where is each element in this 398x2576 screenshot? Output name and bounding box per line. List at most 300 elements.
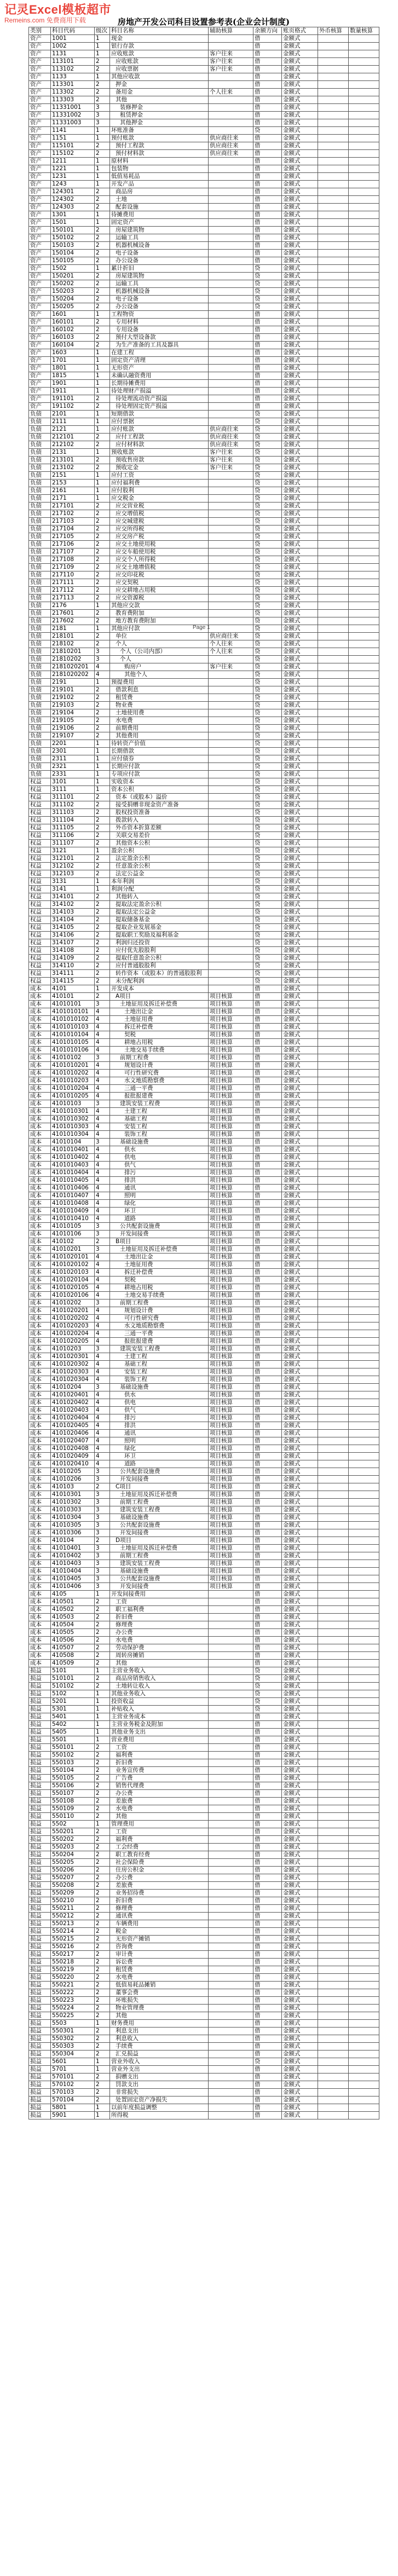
table-cell [318, 648, 349, 656]
table-cell [209, 188, 253, 196]
table-cell: 成本 [29, 1338, 51, 1345]
table-row [29, 1215, 379, 1223]
table-cell: 借 [253, 234, 282, 242]
table-cell: 供应商往来 [209, 426, 253, 434]
table-cell: 贷 [253, 411, 282, 418]
table-cell: 1 [95, 771, 110, 778]
table-cell: 项目核算 [209, 1100, 253, 1108]
table-cell: 应付材料款 [110, 441, 209, 449]
table-cell: 权益 [29, 909, 51, 916]
table-cell: 4 [95, 1391, 110, 1399]
table-cell [209, 2012, 253, 2020]
table-cell: 金额式 [282, 510, 318, 518]
table-cell [318, 73, 349, 81]
table-cell: 2 [95, 1997, 110, 2005]
table-cell: 损益 [29, 1905, 51, 1913]
table-cell: 217102 [51, 510, 95, 518]
table-cell [318, 1522, 349, 1529]
table-row [29, 1836, 379, 1844]
table-cell: 贷 [253, 970, 282, 978]
table-cell: 其他 [110, 96, 209, 104]
table-cell: 负债 [29, 679, 51, 686]
table-cell: 金额式 [282, 955, 318, 962]
table-cell [318, 1775, 349, 1782]
table-cell: 金额式 [282, 571, 318, 579]
table-cell: 贷 [253, 265, 282, 273]
table-cell: 贷 [253, 418, 282, 426]
table-row [29, 771, 379, 778]
table-cell: 贷 [253, 886, 282, 893]
table-cell: 410501 [51, 1598, 95, 1606]
table-cell: 金额式 [282, 1537, 318, 1545]
table-cell [349, 1966, 379, 1974]
table-cell: 成本 [29, 1330, 51, 1338]
table-cell: 1 [95, 2112, 110, 2119]
table-cell: 2 [95, 58, 110, 66]
table-cell: 217107 [51, 548, 95, 556]
table-cell: 150202 [51, 280, 95, 288]
table-cell: 借 [253, 1407, 282, 1414]
table-cell: 成本 [29, 1054, 51, 1062]
table-cell [349, 250, 379, 257]
table-cell: 权益 [29, 932, 51, 939]
table-cell [209, 487, 253, 495]
table-cell: 314104 [51, 916, 95, 924]
table-cell: 1 [95, 1591, 110, 1598]
table-cell [318, 1307, 349, 1315]
table-cell: 转作资本（或股本）的普通股股利 [110, 970, 209, 978]
table-cell: 1 [95, 449, 110, 457]
table-cell: 办公设备 [110, 257, 209, 265]
table-row [29, 219, 379, 227]
table-cell [318, 334, 349, 342]
table-cell [318, 1146, 349, 1154]
table-cell: 项目核算 [209, 1177, 253, 1185]
table-cell [349, 1430, 379, 1437]
table-cell [318, 1637, 349, 1644]
table-row [29, 1353, 379, 1361]
table-cell [349, 510, 379, 518]
table-row [29, 863, 379, 870]
table-cell: 金额式 [282, 1683, 318, 1690]
table-cell [209, 2066, 253, 2073]
table-cell [349, 2058, 379, 2066]
table-cell [318, 495, 349, 503]
table-cell: 217112 [51, 587, 95, 594]
table-cell: 金额式 [282, 372, 318, 380]
table-cell: 前期工程费 [110, 1499, 209, 1506]
table-cell: 开发间接费 [110, 1476, 209, 1483]
table-row [29, 1039, 379, 1047]
table-cell: 金额式 [282, 901, 318, 909]
table-cell: 借 [253, 1621, 282, 1629]
table-cell: 损益 [29, 1943, 51, 1951]
table-cell [318, 1506, 349, 1514]
table-cell: 装饰工程 [110, 1376, 209, 1384]
table-cell [318, 962, 349, 970]
spreadsheet [28, 17, 379, 2119]
table-cell: 4101010203 [51, 1077, 95, 1085]
table-cell: 损益 [29, 1729, 51, 1736]
table-cell: 2 [95, 326, 110, 334]
table-cell: 金额式 [282, 1001, 318, 1008]
table-row [29, 257, 379, 265]
table-cell: 金额式 [282, 1223, 318, 1231]
table-cell [209, 1713, 253, 1721]
table-cell: 217106 [51, 541, 95, 548]
table-cell [318, 380, 349, 388]
table-cell [318, 709, 349, 717]
table-cell: 成本 [29, 1246, 51, 1254]
table-cell: 1 [95, 740, 110, 748]
table-cell: 借 [253, 1890, 282, 1897]
table-row [29, 311, 379, 319]
table-cell: 550222 [51, 1989, 95, 1997]
table-cell: 113102 [51, 66, 95, 73]
table-row [29, 1637, 379, 1644]
table-cell: 损益 [29, 1767, 51, 1775]
table-row [29, 2081, 379, 2089]
table-row [29, 2028, 379, 2035]
table-cell [349, 1330, 379, 1338]
table-cell: 耕地占用税 [110, 1284, 209, 1292]
table-cell [318, 1284, 349, 1292]
table-cell [209, 955, 253, 962]
table-row [29, 1139, 379, 1146]
table-cell: 教育费附加 [110, 610, 209, 617]
table-cell [318, 1407, 349, 1414]
table-row [29, 388, 379, 395]
table-cell: 成本 [29, 1292, 51, 1299]
table-cell: 捐赠支出 [110, 2073, 209, 2081]
table-cell: 借 [253, 1139, 282, 1146]
table-cell: 金额式 [282, 165, 318, 173]
table-row [29, 265, 379, 273]
table-cell: 借 [253, 1154, 282, 1162]
table-cell: 贷 [253, 602, 282, 610]
table-cell: 11331002 [51, 112, 95, 119]
table-cell: 项目核算 [209, 1384, 253, 1391]
table-cell [318, 763, 349, 771]
table-cell [209, 1920, 253, 1928]
table-cell: 借 [253, 1223, 282, 1231]
table-cell: 4 [95, 1254, 110, 1261]
table-cell: 贷 [253, 541, 282, 548]
table-cell: 2 [95, 947, 110, 955]
table-cell: 4101010407 [51, 1192, 95, 1200]
table-cell: 负债 [29, 587, 51, 594]
table-cell: 成本 [29, 1652, 51, 1660]
table-cell: 排污 [110, 1414, 209, 1422]
table-cell: 4 [95, 1407, 110, 1414]
table-cell: 应交增值税 [110, 510, 209, 518]
table-cell [349, 1568, 379, 1575]
table-cell: 其他应付款 [110, 625, 209, 633]
table-cell [318, 1269, 349, 1277]
table-cell: 191102 [51, 403, 95, 411]
table-cell [349, 1139, 379, 1146]
table-cell: 损益 [29, 1882, 51, 1890]
table-cell [349, 1277, 379, 1284]
table-cell: 2 [95, 916, 110, 924]
table-cell: 借 [253, 1491, 282, 1499]
table-cell: 负债 [29, 472, 51, 480]
table-cell: 212101 [51, 434, 95, 441]
table-cell: 股权投资准备 [110, 809, 209, 817]
table-cell [318, 1162, 349, 1169]
table-cell: 应交城建税 [110, 518, 209, 525]
table-cell [349, 1123, 379, 1131]
table-cell [318, 1675, 349, 1683]
table-cell [209, 1629, 253, 1637]
table-cell [318, 104, 349, 112]
table-cell: 借 [253, 1851, 282, 1859]
table-cell: 项目核算 [209, 1422, 253, 1430]
table-cell [209, 1982, 253, 1989]
table-row [29, 939, 379, 947]
table-row [29, 1690, 379, 1698]
table-cell: 土建工程 [110, 1108, 209, 1116]
table-cell: 11331001 [51, 104, 95, 112]
table-cell: 成本 [29, 1116, 51, 1123]
table-row [29, 1292, 379, 1299]
table-cell [318, 594, 349, 602]
table-cell: 主营业务成本 [110, 1713, 209, 1721]
table-cell: 2 [95, 196, 110, 204]
table-cell: 2 [95, 188, 110, 196]
table-cell: 个人往来 [209, 89, 253, 96]
table-row [29, 480, 379, 487]
table-cell: 借 [253, 96, 282, 104]
table-cell: 专用设备 [110, 326, 209, 334]
table-cell: 损益 [29, 1989, 51, 1997]
table-cell: 2 [95, 1759, 110, 1767]
table-cell: 借 [253, 1867, 282, 1874]
table-cell [349, 188, 379, 196]
table-cell: 金额式 [282, 326, 318, 334]
table-cell: 4 [95, 1430, 110, 1437]
table-cell: 金额式 [282, 1468, 318, 1476]
table-cell: 2121 [51, 426, 95, 434]
table-cell: 资产 [29, 334, 51, 342]
table-cell: 借 [253, 1100, 282, 1108]
table-row [29, 1284, 379, 1292]
table-row [29, 648, 379, 656]
table-cell: 2 [95, 525, 110, 533]
table-cell: 借 [253, 211, 282, 219]
table-cell: 2 [95, 932, 110, 939]
table-row [29, 1997, 379, 2005]
table-cell: 金额式 [282, 66, 318, 73]
table-cell: 借 [253, 2051, 282, 2058]
table-cell: 应付工程款 [110, 434, 209, 441]
table-cell: 金额式 [282, 694, 318, 702]
table-cell [209, 1951, 253, 1959]
table-cell [318, 886, 349, 893]
table-cell: 成本 [29, 1476, 51, 1483]
table-cell: 车辆费用 [110, 1920, 209, 1928]
table-cell [349, 257, 379, 265]
table-cell [349, 135, 379, 142]
table-cell: 土地使用费 [110, 709, 209, 717]
table-cell [318, 916, 349, 924]
table-cell: 盈余公积 [110, 847, 209, 855]
table-cell: 2 [95, 441, 110, 449]
table-cell: 原材料 [110, 158, 209, 165]
table-cell: 坏账损失 [110, 1997, 209, 2005]
table-row [29, 1001, 379, 1008]
table-cell: 资产 [29, 357, 51, 365]
table-cell: 投资收益 [110, 1698, 209, 1706]
table-cell: 5701 [51, 2066, 95, 2073]
table-cell: 负债 [29, 464, 51, 472]
table-row [29, 2096, 379, 2104]
table-cell: 借 [253, 1070, 282, 1077]
table-cell: 314107 [51, 939, 95, 947]
table-cell: 1801 [51, 365, 95, 372]
table-cell: 借 [253, 1169, 282, 1177]
table-cell: 修理费 [110, 1905, 209, 1913]
table-cell: 借 [253, 1959, 282, 1966]
table-cell: 3 [95, 104, 110, 112]
table-row [29, 1629, 379, 1637]
table-cell [349, 579, 379, 587]
table-row [29, 1897, 379, 1905]
table-cell: 贷 [253, 801, 282, 809]
table-cell [349, 571, 379, 579]
table-cell [349, 1315, 379, 1322]
table-row [29, 1322, 379, 1330]
table-cell: 2 [95, 1882, 110, 1890]
table-cell [349, 1629, 379, 1637]
table-cell [318, 319, 349, 326]
table-cell: 41010202 [51, 1299, 95, 1307]
table-cell: 金额式 [282, 127, 318, 135]
table-cell: 项目核算 [209, 1299, 253, 1307]
table-cell: 4105 [51, 1591, 95, 1598]
table-cell [349, 1683, 379, 1690]
table-cell [349, 648, 379, 656]
table-cell: 项目核算 [209, 1460, 253, 1468]
table-cell: 金额式 [282, 1989, 318, 1997]
table-cell [318, 273, 349, 280]
table-row [29, 1660, 379, 1667]
table-cell: 应交契税 [110, 579, 209, 587]
table-cell: 贷 [253, 495, 282, 503]
table-cell: 借 [253, 1077, 282, 1085]
table-cell: 低值易耗品 [110, 173, 209, 181]
table-cell [318, 870, 349, 878]
watermark-title: 记灵Excel模板超市 [4, 3, 111, 16]
table-cell: 金额式 [282, 916, 318, 924]
table-cell [349, 112, 379, 119]
table-cell: 3 [95, 1552, 110, 1560]
table-cell: 借 [253, 1529, 282, 1537]
table-cell: 借 [253, 2096, 282, 2104]
table-cell [318, 1598, 349, 1606]
table-row [29, 434, 379, 441]
table-cell: 项目核算 [209, 1031, 253, 1039]
table-cell: 21810202 [51, 656, 95, 663]
table-cell: 贷 [253, 686, 282, 694]
table-row [29, 1238, 379, 1246]
table-cell [318, 1905, 349, 1913]
table-cell: 2 [95, 1813, 110, 1821]
table-cell: 借 [253, 1928, 282, 1936]
table-row [29, 1744, 379, 1752]
table-cell: 资产 [29, 127, 51, 135]
table-cell: 长期借款 [110, 748, 209, 755]
table-cell: 410101 [51, 993, 95, 1001]
table-cell: 金额式 [282, 1813, 318, 1821]
table-cell: 损益 [29, 1836, 51, 1844]
table-cell [349, 1660, 379, 1667]
table-cell [349, 955, 379, 962]
table-row [29, 342, 379, 349]
table-cell [318, 1629, 349, 1637]
table-cell: 金额式 [282, 395, 318, 403]
table-cell [318, 893, 349, 901]
table-cell [318, 1752, 349, 1759]
table-cell [209, 349, 253, 357]
table-cell [349, 441, 379, 449]
table-cell: 2 [95, 1483, 110, 1491]
table-cell: 资产 [29, 188, 51, 196]
table-cell [349, 1368, 379, 1376]
table-cell: 2 [95, 1675, 110, 1683]
table-cell: 土地交易手续费 [110, 1292, 209, 1299]
table-cell: 4101020403 [51, 1407, 95, 1414]
table-cell: 金额式 [282, 525, 318, 533]
table-cell [209, 357, 253, 365]
table-row [29, 824, 379, 832]
table-row [29, 1231, 379, 1238]
table-cell: 权益 [29, 939, 51, 947]
table-cell: 金额式 [282, 250, 318, 257]
table-cell: 借 [253, 1299, 282, 1307]
table-row [29, 1391, 379, 1399]
table-cell: 项目核算 [209, 1047, 253, 1054]
table-cell: 金额式 [282, 970, 318, 978]
table-cell: 312103 [51, 870, 95, 878]
table-cell: 借 [253, 1644, 282, 1652]
table-cell [349, 1652, 379, 1660]
table-cell: 160104 [51, 342, 95, 349]
table-cell [349, 1828, 379, 1836]
table-cell: 折旧费 [110, 1897, 209, 1905]
table-cell: 贷 [253, 127, 282, 135]
table-cell [209, 403, 253, 411]
table-cell [209, 886, 253, 893]
table-row [29, 778, 379, 786]
table-cell: 借 [253, 1629, 282, 1637]
table-cell: 1221 [51, 165, 95, 173]
table-cell: 负债 [29, 556, 51, 564]
table-cell: 1901 [51, 380, 95, 388]
table-cell: 1 [95, 211, 110, 219]
table-cell [349, 434, 379, 441]
table-cell: 负债 [29, 694, 51, 702]
table-cell [209, 1782, 253, 1790]
table-cell: 供应商往来 [209, 441, 253, 449]
table-cell: 金额式 [282, 1039, 318, 1047]
table-cell: 项目核算 [209, 1192, 253, 1200]
table-cell [209, 610, 253, 617]
table-cell: 4101020401 [51, 1391, 95, 1399]
table-cell [318, 1330, 349, 1338]
table-cell: 金额式 [282, 556, 318, 564]
table-cell: 汇兑损益 [110, 2051, 209, 2058]
